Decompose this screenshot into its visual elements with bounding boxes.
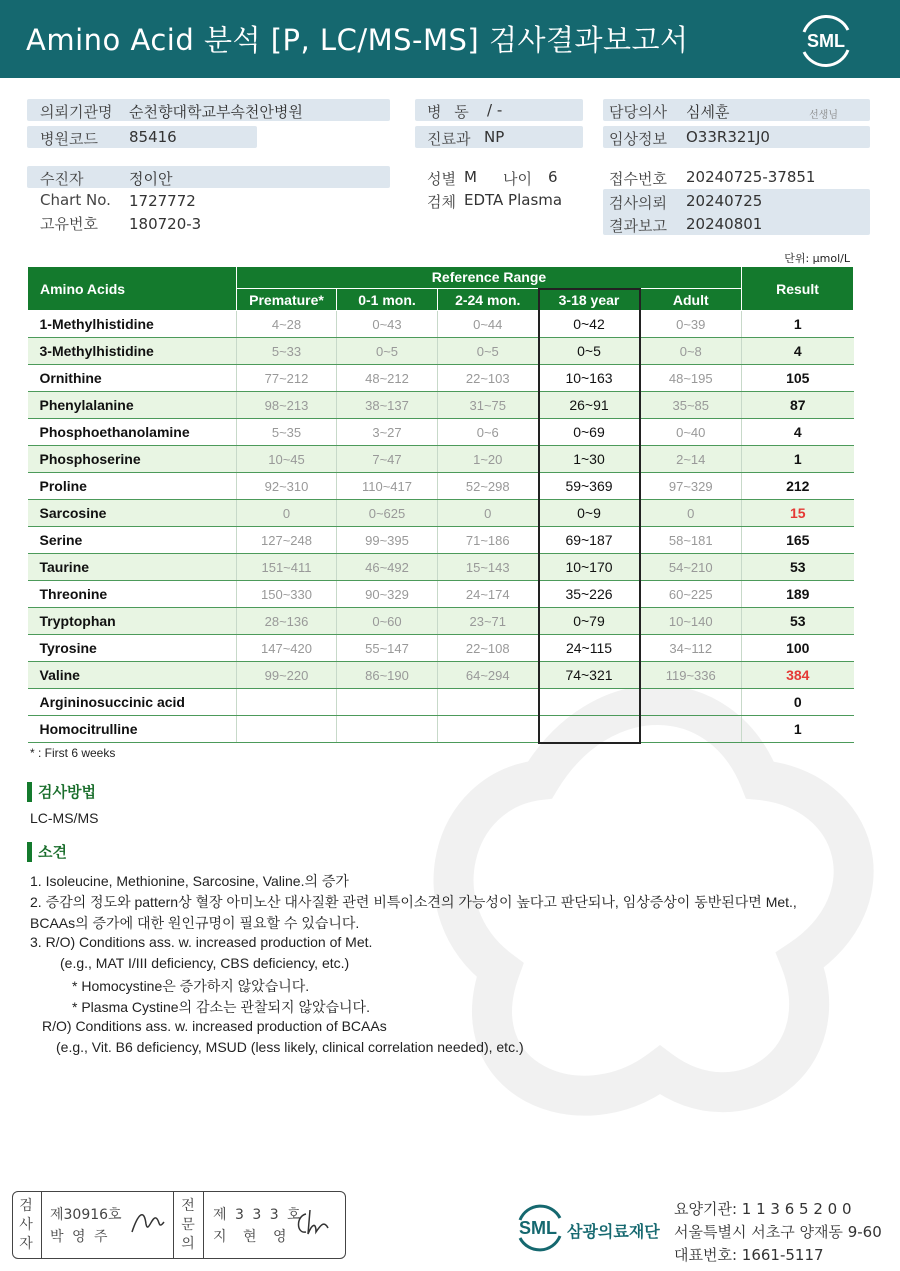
reference-range-cell: 48~212	[337, 365, 438, 392]
amino-acid-name: Tryptophan	[28, 608, 237, 635]
amino-acid-name: Tyrosine	[28, 635, 237, 662]
reference-range-cell: 22~108	[438, 635, 539, 662]
amino-acid-name: 3-Methylhistidine	[28, 338, 237, 365]
table-row	[28, 392, 854, 419]
reference-range-cell: 0~6	[438, 419, 539, 446]
reference-range-cell: 92~310	[237, 473, 337, 500]
reference-range-cell	[237, 716, 337, 743]
reference-range-cell: 54~210	[640, 554, 742, 581]
reference-range-cell: 97~329	[640, 473, 742, 500]
reference-range-cell: 77~212	[237, 365, 337, 392]
reference-range-cell: 28~136	[237, 608, 337, 635]
result-value: 1	[742, 716, 854, 743]
reference-range-cell: 0~5	[337, 338, 438, 365]
table-row	[28, 581, 854, 608]
reference-range-cell: 22~103	[438, 365, 539, 392]
reference-range-cell: 0~40	[640, 419, 742, 446]
amino-acid-name: Homocitrulline	[28, 716, 237, 743]
reference-range-cell	[237, 689, 337, 716]
reference-range-cell: 1~30	[539, 446, 640, 473]
amino-acid-rows	[28, 311, 854, 743]
comment-line-1: 1. Isoleucine, Methionine, Sarcosine, Valine.의 증가	[30, 873, 349, 889]
dept-label: 진료과	[427, 130, 471, 148]
result-value: 15	[742, 500, 854, 527]
reference-range-cell: 147~420	[237, 635, 337, 662]
reference-range-cell: 35~226	[539, 581, 640, 608]
table-row	[28, 689, 854, 716]
reference-range-cell: 0~8	[640, 338, 742, 365]
age-label: 나이	[503, 170, 532, 188]
reference-range-cell: 10~45	[237, 446, 337, 473]
amino-acid-name: Proline	[28, 473, 237, 500]
dept-value: NP	[484, 128, 505, 146]
amino-acid-name: Valine	[28, 662, 237, 689]
table-row	[28, 365, 854, 392]
chart-value: 1727772	[129, 192, 196, 210]
comment-line-7: * Plasma Cystine의 감소는 관찰되지 않았습니다.	[72, 999, 370, 1015]
examiner-name: 박 영 주	[50, 1229, 110, 1245]
comments-heading: 소견	[27, 842, 67, 862]
reference-range-cell: 0~69	[539, 419, 640, 446]
report-title: Amino Acid 분석 [P, LC/MS-MS] 검사결과보고서	[26, 23, 689, 57]
reference-range-cell: 35~85	[640, 392, 742, 419]
amino-acid-table	[27, 266, 854, 744]
specialist-name: 지 현 영	[213, 1229, 293, 1245]
header-logo-text: SML	[807, 31, 845, 51]
ward-value: / -	[487, 101, 503, 119]
result-value: 189	[742, 581, 854, 608]
result-value: 53	[742, 554, 854, 581]
amino-acid-name: Sarcosine	[28, 500, 237, 527]
reference-range-cell: 127~248	[237, 527, 337, 554]
reference-range-cell: 38~137	[337, 392, 438, 419]
result-value: 1	[742, 311, 854, 338]
reference-range-cell	[438, 689, 539, 716]
reference-range-cell: 58~181	[640, 527, 742, 554]
ref-col-header: 0-1 mon.	[337, 289, 438, 311]
result-value: 1	[742, 446, 854, 473]
receipt-value: 20240725-37851	[686, 168, 816, 186]
reference-range-cell: 0~625	[337, 500, 438, 527]
reference-range-cell: 5~33	[237, 338, 337, 365]
comment-line-6: * Homocystine은 증가하지 않았습니다.	[72, 978, 310, 994]
amino-acid-name: Taurine	[28, 554, 237, 581]
reference-range-cell: 0	[438, 500, 539, 527]
doctor-value: 심세훈	[686, 103, 730, 121]
amino-acid-name: 1-Methylhistidine	[28, 311, 237, 338]
chart-label: Chart No.	[40, 191, 111, 209]
reference-range-cell: 59~369	[539, 473, 640, 500]
reference-range-cell: 10~140	[640, 608, 742, 635]
reference-range-cell: 151~411	[237, 554, 337, 581]
reference-range-cell: 10~170	[539, 554, 640, 581]
col-header-result: Result	[742, 267, 854, 311]
report-header	[0, 0, 900, 78]
reference-range-cell: 99~220	[237, 662, 337, 689]
patient-label: 수진자	[40, 170, 84, 188]
reference-range-cell: 34~112	[640, 635, 742, 662]
specimen-label: 검체	[427, 193, 456, 211]
examiner-label-char: 사	[19, 1217, 33, 1233]
reference-range-cell: 71~186	[438, 527, 539, 554]
sex-label: 성별	[427, 170, 456, 188]
result-value: 165	[742, 527, 854, 554]
result-value: 384	[742, 662, 854, 689]
result-value: 4	[742, 338, 854, 365]
reference-range-cell: 69~187	[539, 527, 640, 554]
footer-institution-code: 요양기관: 1 1 3 6 5 2 0 0	[674, 1200, 852, 1218]
result-value: 87	[742, 392, 854, 419]
amino-acid-name: Threonine	[28, 581, 237, 608]
reference-range-cell: 0~42	[539, 311, 640, 338]
reference-range-cell: 0~39	[640, 311, 742, 338]
reference-range-cell: 52~298	[438, 473, 539, 500]
table-row	[28, 554, 854, 581]
reference-range-cell: 0~43	[337, 311, 438, 338]
comment-line-3: BCAAs의 증가에 대한 원인규명이 필요할 수 있습니다.	[30, 915, 360, 931]
comment-line-5: (e.g., MAT I/III deficiency, CBS deficiency, etc.)	[60, 955, 350, 971]
result-value: 100	[742, 635, 854, 662]
result-value: 53	[742, 608, 854, 635]
specialist-label-char: 의	[181, 1236, 195, 1252]
examiner-label-char: 자	[19, 1236, 33, 1252]
footer-logo-text: SML	[519, 1218, 557, 1238]
amino-acid-name: Phosphoserine	[28, 446, 237, 473]
reference-range-cell: 48~195	[640, 365, 742, 392]
amino-acid-name: Ornithine	[28, 365, 237, 392]
table-row	[28, 446, 854, 473]
request-value: 20240725	[686, 192, 763, 210]
reference-range-cell	[337, 716, 438, 743]
footer-phone: 대표번호: 1661-5117	[674, 1246, 824, 1264]
report-label: 결과보고	[609, 217, 667, 235]
sex-value: M	[464, 168, 477, 186]
table-row	[28, 716, 854, 743]
reference-range-cell: 2~14	[640, 446, 742, 473]
reference-range-cell: 150~330	[237, 581, 337, 608]
reference-range-cell: 24~174	[438, 581, 539, 608]
signature-divider	[41, 1191, 42, 1259]
footnote: * : First 6 weeks	[30, 746, 116, 760]
patient-value: 정이안	[129, 170, 173, 188]
reference-range-cell: 0~60	[337, 608, 438, 635]
reference-range-cell: 0~79	[539, 608, 640, 635]
method-text: LC-MS/MS	[30, 810, 99, 826]
specimen-value: EDTA Plasma	[464, 191, 563, 209]
signature-divider	[173, 1191, 174, 1259]
examiner-license: 제30916호	[50, 1207, 122, 1223]
reference-range-cell: 74~321	[539, 662, 640, 689]
col-header-reference-range: Reference Range	[237, 267, 742, 289]
result-value: 4	[742, 419, 854, 446]
amino-acid-name: Phenylalanine	[28, 392, 237, 419]
result-value: 212	[742, 473, 854, 500]
reference-range-cell: 86~190	[337, 662, 438, 689]
signature-divider	[203, 1191, 204, 1259]
footer-address: 서울특별시 서초구 양재동 9-60	[674, 1223, 882, 1241]
report-value: 20240801	[686, 215, 763, 233]
specialist-label-char: 문	[181, 1217, 195, 1233]
clinical-label: 임상정보	[609, 130, 667, 148]
reference-range-cell: 99~395	[337, 527, 438, 554]
amino-acid-name: Argininosuccinic acid	[28, 689, 237, 716]
reference-range-cell	[640, 689, 742, 716]
ward-label: 병 동	[427, 103, 473, 121]
table-row	[28, 662, 854, 689]
reference-range-cell	[438, 716, 539, 743]
sml-logo-icon	[796, 10, 856, 70]
reference-range-cell: 55~147	[337, 635, 438, 662]
table-row	[28, 473, 854, 500]
table-row	[28, 500, 854, 527]
ref-col-header: Premature*	[237, 289, 337, 311]
reference-range-cell: 98~213	[237, 392, 337, 419]
doctor-suffix: 선생님	[809, 110, 838, 121]
unique-label: 고유번호	[40, 215, 98, 233]
reference-range-cell: 4~28	[237, 311, 337, 338]
result-value: 0	[742, 689, 854, 716]
specialist-license: 제 3 3 3 호	[213, 1207, 303, 1223]
hospital-code-value: 85416	[129, 128, 177, 146]
table-row	[28, 527, 854, 554]
ref-col-header: Adult	[640, 289, 742, 311]
examiner-signature-icon	[128, 1204, 168, 1240]
reference-range-cell: 3~27	[337, 419, 438, 446]
table-row	[28, 311, 854, 338]
reference-range-cell: 10~163	[539, 365, 640, 392]
examiner-label	[16, 1197, 36, 1254]
specialist-label-char: 전	[181, 1198, 195, 1214]
reference-range-cell: 7~47	[337, 446, 438, 473]
specialist-signature-icon	[292, 1206, 332, 1240]
method-heading: 검사방법	[27, 782, 96, 802]
receipt-label: 접수번호	[609, 170, 667, 188]
reference-range-cell: 15~143	[438, 554, 539, 581]
reference-range-cell: 26~91	[539, 392, 640, 419]
age-value: 6	[548, 168, 558, 186]
comment-line-4: 3. R/O) Conditions ass. w. increased production of Met.	[30, 934, 373, 950]
reference-range-cell: 0~9	[539, 500, 640, 527]
clinical-value: O33R321J0	[686, 128, 770, 146]
ref-col-header: 2-24 mon.	[438, 289, 539, 311]
amino-acid-name: Phosphoethanolamine	[28, 419, 237, 446]
reference-range-cell: 0~5	[539, 338, 640, 365]
table-row	[28, 635, 854, 662]
reference-range-cell: 60~225	[640, 581, 742, 608]
reference-range-cell	[640, 716, 742, 743]
footer-sml-logo-icon	[512, 1200, 566, 1256]
reference-range-cell	[337, 689, 438, 716]
reference-range-cell: 0~5	[438, 338, 539, 365]
reference-range-cell: 64~294	[438, 662, 539, 689]
reference-range-cell: 24~115	[539, 635, 640, 662]
reference-range-cell: 0	[237, 500, 337, 527]
reference-range-cell: 5~35	[237, 419, 337, 446]
reference-range-cell: 0	[640, 500, 742, 527]
reference-range-cell	[539, 716, 640, 743]
hospital-code-label: 병원코드	[40, 130, 98, 148]
table-row	[28, 338, 854, 365]
table-row	[28, 419, 854, 446]
institution-label: 의뢰기관명	[40, 103, 113, 121]
footer-organization: 삼광의료재단	[567, 1222, 660, 1241]
reference-range-cell: 46~492	[337, 554, 438, 581]
reference-range-cell	[539, 689, 640, 716]
specialist-label	[178, 1197, 198, 1254]
doctor-label: 담당의사	[609, 103, 667, 121]
comment-line-9: (e.g., Vit. B6 deficiency, MSUD (less likely, clinical correlation needed), etc.)	[56, 1039, 524, 1055]
request-label: 검사의뢰	[609, 194, 667, 212]
examiner-label-char: 검	[19, 1198, 33, 1214]
unit-label: 단위: μmol/L	[784, 252, 850, 265]
result-value: 105	[742, 365, 854, 392]
comment-line-2: 2. 증감의 정도와 pattern상 혈장 아미노산 대사질환 관련 비특이소견의 가능성이 높다고 판단되나, 임상증상이 동반된다면 Met.,	[30, 894, 797, 910]
reference-range-cell: 1~20	[438, 446, 539, 473]
reference-range-cell: 0~44	[438, 311, 539, 338]
ref-col-header: 3-18 year	[539, 289, 640, 311]
unique-value: 180720-3	[129, 215, 202, 233]
institution-value: 순천향대학교부속천안병원	[129, 103, 303, 121]
reference-range-cell: 23~71	[438, 608, 539, 635]
reference-range-cell: 90~329	[337, 581, 438, 608]
table-row	[28, 608, 854, 635]
comment-line-8: R/O) Conditions ass. w. increased production of BCAAs	[42, 1018, 387, 1034]
reference-range-cell: 31~75	[438, 392, 539, 419]
amino-acid-name: Serine	[28, 527, 237, 554]
col-header-amino-acids: Amino Acids	[28, 267, 237, 311]
reference-range-cell: 110~417	[337, 473, 438, 500]
reference-range-cell: 119~336	[640, 662, 742, 689]
